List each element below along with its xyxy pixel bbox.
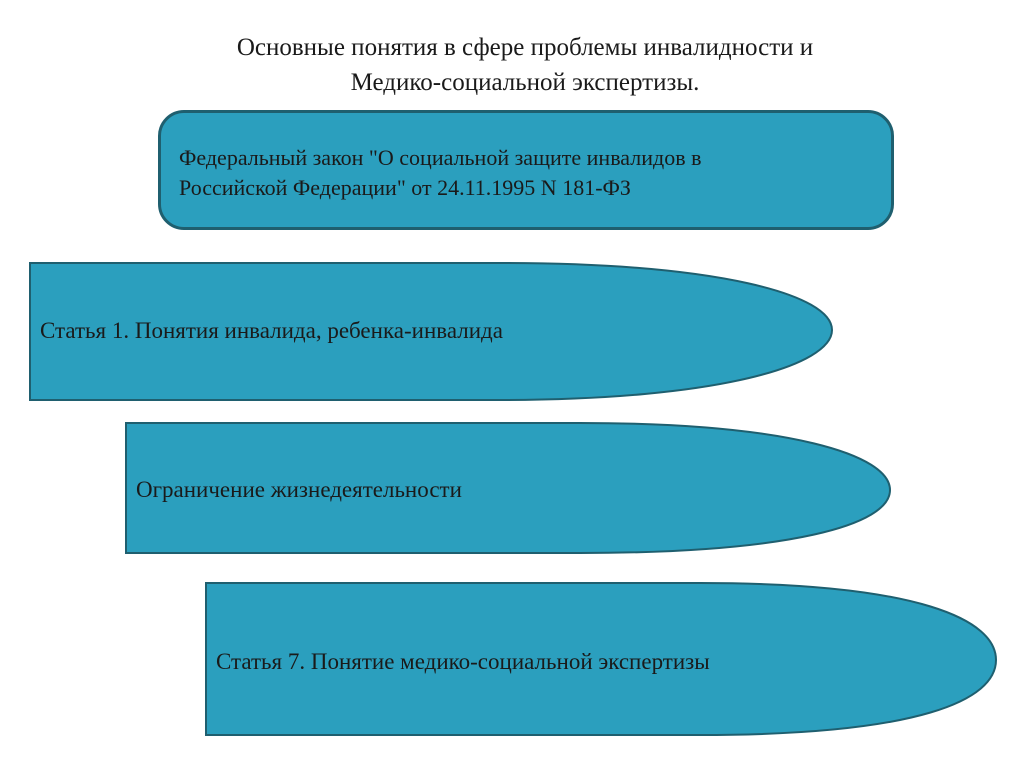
block-label-limitation: Ограничение жизнедеятельности (136, 477, 462, 502)
title-line-1: Основные понятия в сфере проблемы инвалидности и (236, 34, 814, 61)
block-label-article-7: Статья 7. Понятие медико-социальной экспертизы (216, 649, 710, 674)
title-line-2: Медико-социальной экспертизы. (350, 69, 700, 96)
block-label-article-1: Статья 1. Понятия инвалида, ребенка-инвалида (40, 318, 503, 343)
law-text: Федеральный закон "О социальной защите инвалидов в Российской Федерации" от 24.11.1995 N 181-ФЗ (179, 145, 702, 200)
